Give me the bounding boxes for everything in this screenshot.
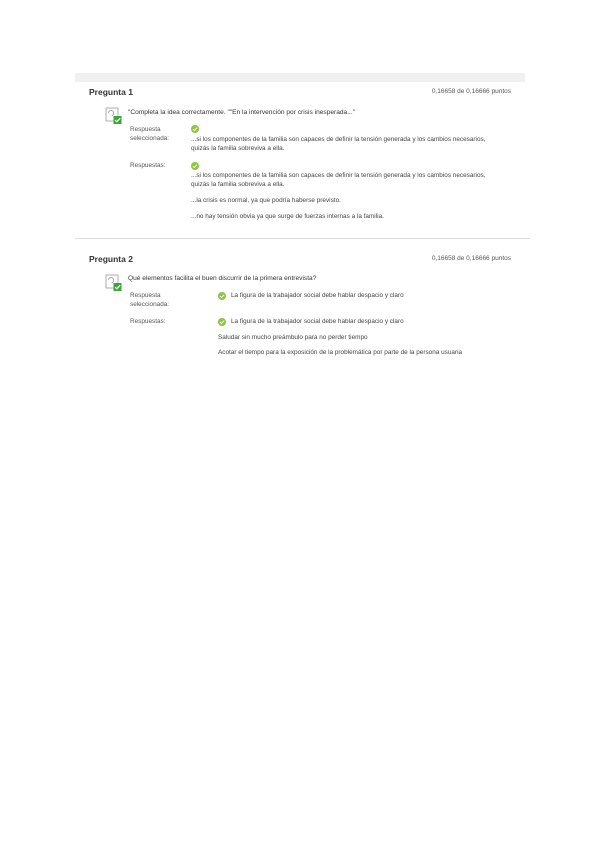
answers-label: Respuestas: [130, 162, 166, 169]
question-divider [75, 238, 530, 239]
check-icon [191, 162, 199, 170]
question-text: Qué elementos facilita el buen discurrir de la primera entrevista? [128, 275, 317, 282]
check-icon [191, 125, 199, 133]
selected-answer-text: ...si los componentes de la familia son capaces de definir la tensión generada y los cambios necesarios, quizás la familia sobreviva a ella. [191, 136, 486, 152]
question-title: Pregunta 1 [89, 87, 133, 97]
answers-label: Respuestas: [130, 318, 166, 325]
question-text: "Completa la idea correctamente. ""En la intervención por crisis inesperada..." [128, 109, 356, 116]
selected-answer-label: Respuesta seleccionada: [130, 126, 170, 142]
check-icon [218, 318, 226, 326]
header-bar [75, 73, 525, 82]
selected-answer-text: La figura de la trabajador social debe hablar despacio y claro [231, 292, 404, 299]
question-score: 0,16658 de 0,16666 puntos [431, 88, 511, 95]
answer-option: Acotar el tiempo para la exposición de la problemática por parte de la persona usuaria [218, 349, 463, 356]
answer-option: ...no hay tensión obvia ya que surge de fuerzas internas a la familia. [191, 213, 384, 220]
answer-option: ...si los componentes de la familia son capaces de definir la tensión generada y los cambios necesarios, quizás la familia sobreviva a ella. [191, 172, 486, 188]
check-icon [218, 292, 226, 300]
question-score: 0,16658 de 0,16666 puntos [431, 255, 511, 262]
answer-option: Saludar sin mucho preámbulo para no perder tiempo [218, 334, 368, 341]
answer-option: La figura de la trabajador social debe hablar despacio y claro [231, 318, 404, 325]
question-title: Pregunta 2 [89, 254, 133, 264]
correct-answer-icon [105, 274, 123, 292]
answer-option: ...la crisis es normal, ya que podría haberse previsto. [191, 197, 341, 204]
correct-answer-icon [105, 107, 123, 125]
selected-answer-label: Respuesta seleccionada: [130, 292, 170, 308]
